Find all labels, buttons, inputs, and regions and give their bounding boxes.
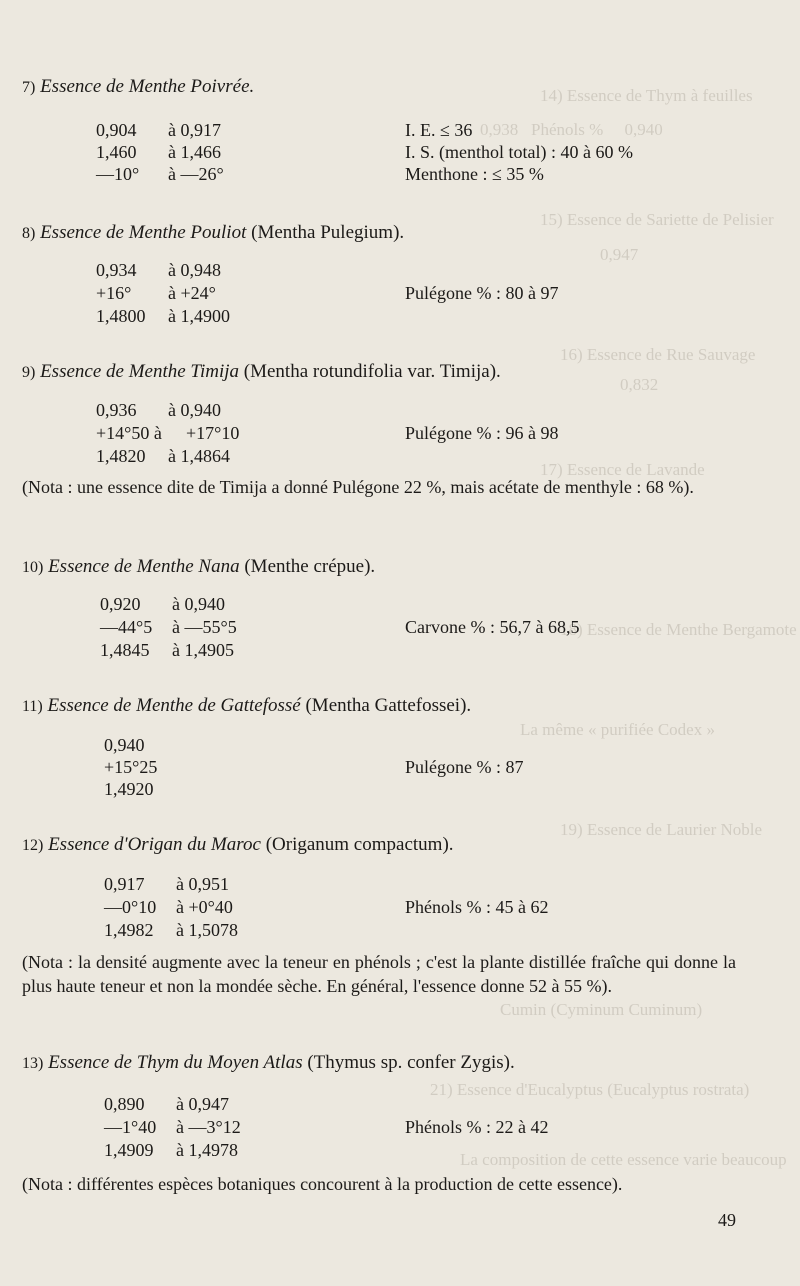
essence-name: Essence de Menthe Timija: [40, 361, 240, 382]
rotation-min: —10°: [96, 164, 140, 184]
density: 0,940: [104, 735, 145, 755]
section-number: 12): [22, 837, 44, 854]
density-max: à 0,947: [176, 1094, 229, 1114]
density-max: à 0,948: [168, 260, 221, 280]
density-max: à 0,940: [168, 400, 221, 420]
section-9-heading: [22, 361, 501, 383]
property-ester-index: I. E. ≤ 36: [405, 120, 473, 140]
rotation-max: à +0°40: [176, 897, 233, 917]
property-pulegone: Pulégone % : 80 à 97: [405, 283, 559, 303]
section-8-heading: [22, 222, 404, 244]
density-max: à 0,940: [172, 594, 225, 614]
refraction-min: 1,4982: [104, 920, 154, 940]
rotation-min: —0°10: [104, 897, 157, 917]
rotation-min: +14°50 à: [96, 423, 162, 443]
density-min: 0,890: [104, 1094, 145, 1114]
density-max: à 0,951: [176, 874, 229, 894]
property-carvone: Carvone % : 56,7 à 68,5: [405, 617, 580, 637]
section-13-heading: [22, 1052, 515, 1074]
refraction-min: 1,4845: [100, 640, 150, 660]
note-timija: (Nota : une essence dite de Timija a donné Pulégone 22 %, mais acétate de menthyle : 68 %).: [22, 477, 694, 497]
refraction-max: à 1,5078: [176, 920, 238, 940]
refraction-max: à 1,4900: [168, 306, 230, 326]
rotation-min: +16°: [96, 283, 132, 303]
density-min: 0,936: [96, 400, 137, 420]
rotation-max: à —26°: [168, 164, 224, 184]
rotation-min: —1°40: [104, 1117, 157, 1137]
property-menthone: Menthone : ≤ 35 %: [405, 164, 544, 184]
section-number: 9): [22, 364, 36, 381]
section-number: 7): [22, 79, 36, 96]
density-min: 0,917: [104, 874, 145, 894]
note-thymus: (Nota : différentes espèces botaniques concourent à la production de cette essence).: [22, 1174, 623, 1194]
section-7-heading: [22, 76, 254, 98]
rotation-max: à —3°12: [176, 1117, 241, 1137]
refraction-max: à 1,4978: [176, 1140, 238, 1160]
section-number: 10): [22, 559, 44, 576]
property-phenols: Phénols % : 22 à 42: [405, 1117, 549, 1137]
refraction-max: à 1,4864: [168, 446, 230, 466]
latin-name: (Menthe crépue).: [244, 556, 376, 577]
rotation-max: à —55°5: [172, 617, 237, 637]
density-min: 0,904: [96, 120, 137, 140]
latin-name: (Mentha Pulegium).: [251, 222, 405, 243]
page-number: 49: [718, 1210, 736, 1230]
essence-name: Essence de Menthe de Gattefossé: [47, 695, 301, 716]
section-number: 11): [22, 698, 43, 715]
show-through-background: 14) Essence de Thym à feuilles 0,938 Phénols % 0,940 15) Essence de Sariette de Pelisier 0,947 16) Essence de Rue Sauvage 0,832 17) Essence de Lavande 18) Essence de Menthe Bergamote La même « purifiée Codex » 19) Essence de Laurier Noble Cumin (Cyminum Cuminum) 21) Essence d'Eucalyptus (Eucalyptus rostrata) La composition de cette essence varie beaucoup: [430, 86, 797, 1169]
rotation-max: à +24°: [168, 283, 216, 303]
note-origanum: (Nota : la densité augmente avec la teneur en phénols ; c'est la plante distillée fraîche qui donne la plus haute teneur et non la mondée sèche. En général, l'essence donne 52 à 55 %).: [22, 952, 736, 996]
rotation-min: —44°5: [100, 617, 153, 637]
essence-name: Essence de Menthe Poivrée.: [40, 76, 255, 97]
refraction-min: 1,4820: [96, 446, 146, 466]
essence-name: Essence de Thym du Moyen Atlas: [48, 1052, 303, 1073]
section-10-heading: [22, 556, 375, 578]
latin-name: (Mentha Gattefossei).: [305, 695, 472, 716]
essence-name: Essence de Menthe Nana: [48, 556, 240, 577]
section-12-heading: [22, 834, 454, 856]
refraction-min: 1,4800: [96, 306, 146, 326]
refraction-max: à 1,4905: [172, 640, 234, 660]
essence-name: Essence d'Origan du Maroc: [48, 834, 261, 855]
section-number: 8): [22, 225, 36, 242]
rotation: +15°25: [104, 757, 158, 777]
refraction-max: à 1,466: [168, 142, 221, 162]
property-pulegone: Pulégone % : 96 à 98: [405, 423, 559, 443]
refraction-min: 1,4909: [104, 1140, 154, 1160]
density-min: 0,934: [96, 260, 137, 280]
latin-name: (Origanum compactum).: [265, 834, 454, 855]
property-saponification-index: I. S. (menthol total) : 40 à 60 %: [405, 142, 633, 162]
rotation-max: +17°10: [186, 423, 240, 443]
section-11-heading: [22, 695, 471, 717]
latin-name: (Thymus sp. confer Zygis).: [307, 1052, 515, 1073]
latin-name: (Mentha rotundifolia var. Timija).: [243, 361, 501, 382]
refraction-min: 1,460: [96, 142, 137, 162]
density-max: à 0,917: [168, 120, 221, 140]
section-number: 13): [22, 1055, 44, 1072]
essence-name: Essence de Menthe Pouliot: [40, 222, 247, 243]
density-min: 0,920: [100, 594, 141, 614]
property-phenols: Phénols % : 45 à 62: [405, 897, 549, 917]
refraction: 1,4920: [104, 779, 154, 799]
property-pulegone: Pulégone % : 87: [405, 757, 524, 777]
